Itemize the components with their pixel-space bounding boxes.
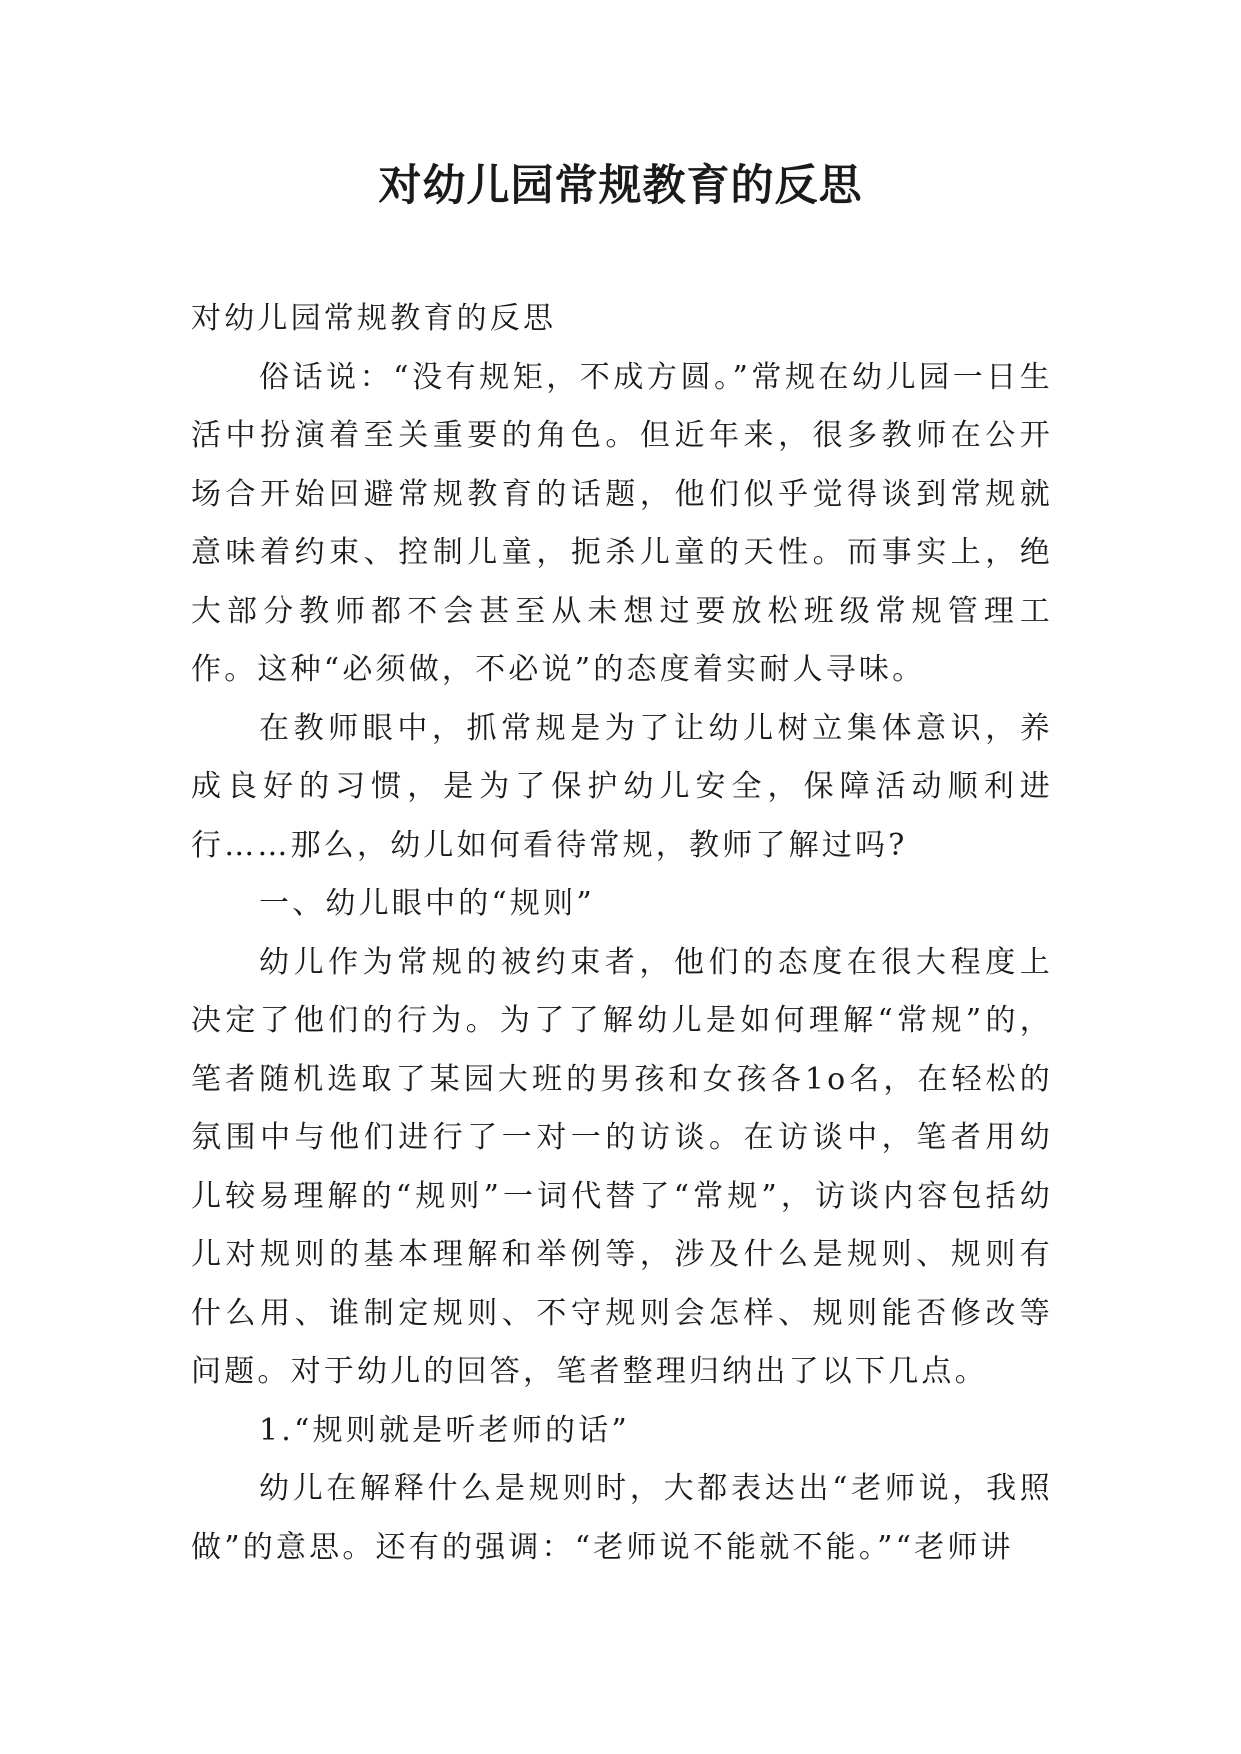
paragraph: 在教师眼中，抓常规是为了让幼儿树立集体意识，养成良好的习惯，是为了保护幼儿安全，保障活动顺利进行……那么，幼儿如何看待常规，教师了解过吗? [191, 710, 1053, 863]
paragraph: 幼儿在解释什么是规则时，大都表达出“老师说，我照做”的意思。还有的强调：“老师说不能就不能。”“老师讲 [191, 1471, 1053, 1565]
section-heading: 一、幼儿眼中的“规则” [259, 886, 595, 921]
subsection-heading: 1.“规则就是听老师的话” [259, 1412, 630, 1448]
document-title: 对幼儿园常规教育的反思 [378, 161, 863, 211]
paragraph: 幼儿作为常规的被约束者，他们的态度在很大程度上决定了他们的行为。为了了解幼儿是如何理解“常规”的，笔者随机选取了某园大班的男孩和女孩各1o名，在轻松的氛围中与他们进行了一对一的访谈。在访谈中，笔者用幼儿较易理解的“规则”一词代替了“常规”，访谈内容包括幼儿对规则的基本理解和举例等，涉及什么是规则、规则有什么用、谁制定规则、不守规则会怎样、规则能否修改等问题。对于幼儿的回答，笔者整理归纳出了以下几点。 [191, 944, 1053, 1389]
paragraph-subtitle: 对幼儿园常规教育的反思 [191, 301, 557, 336]
paragraph: 俗话说：“没有规矩，不成方圆。”常规在幼儿园一日生活中扮演着至关重要的角色。但近年来，很多教师在公开场合开始回避常规教育的话题，他们似乎觉得谈到常规就意味着约束、控制儿童，扼杀儿童的天性。而事实上，绝大部分教师都不会甚至从未想过要放松班级常规管理工作。这种“必须做，不必说”的态度着实耐人寻味。 [191, 359, 1053, 687]
document-body [191, 290, 1053, 1577]
